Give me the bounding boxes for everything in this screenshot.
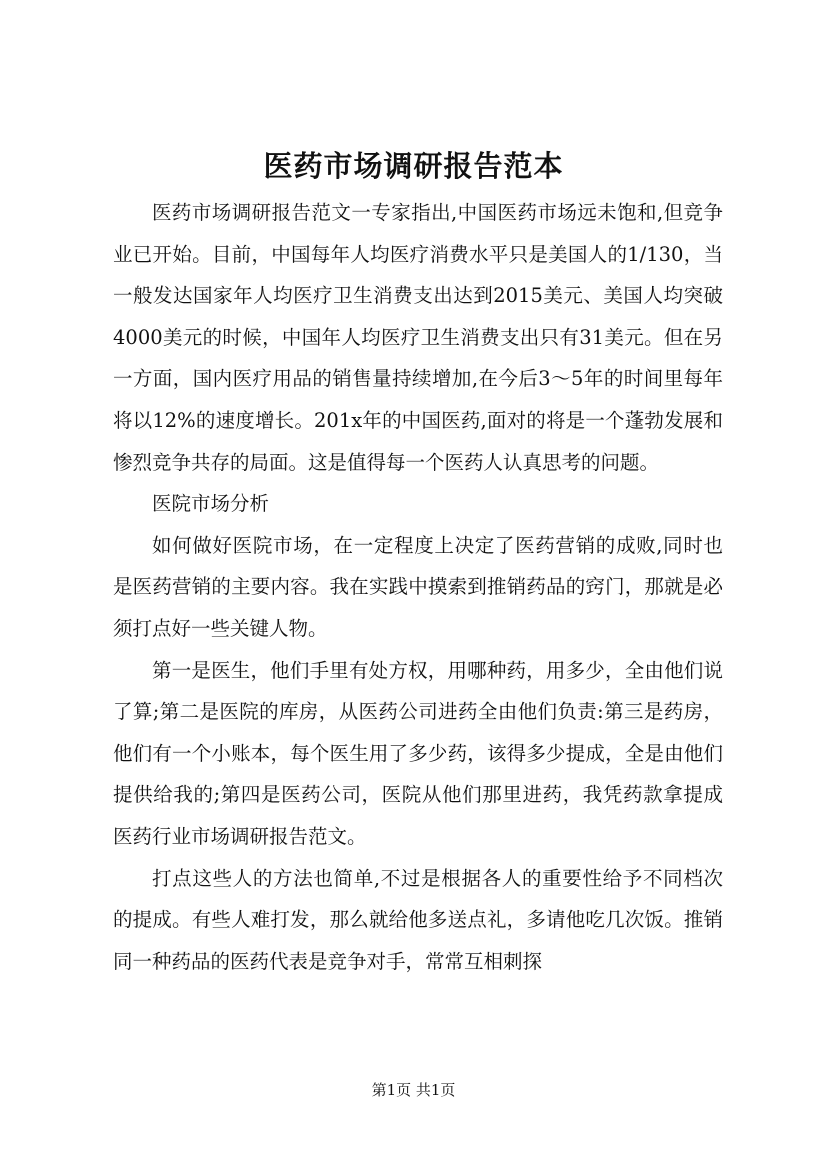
- document-body: [113, 192, 723, 982]
- document-title: 医药市场调研报告范本: [263, 149, 564, 183]
- paragraph-key-people: 第一是医生，他们手里有处方权，用哪种药，用多少，全由他们说了算;第二是医院的库房，从医药公司进药全由他们负责:第三是药房，他们有一个小账本，每个医生用了多少药，该得多少提成，全是由他们提供给我的;第四是医药公司，医院从他们那里进药，我凭药款拿提成医药行业市场调研报告范文。: [113, 658, 723, 848]
- paragraph-methods: 打点这些人的方法也简单,不过是根据各人的重要性给予不同档次的提成。有些人难打发，那么就给他多送点礼，多请他吃几次饭。推销同一种药品的医药代表是竞争对手，常常互相刺探: [113, 866, 723, 973]
- section-heading-hospital-market: 医院市场分析: [152, 492, 270, 516]
- paragraph-intro: 医药市场调研报告范文一专家指出,中国医药市场远未饱和,但竞争业已开始。目前，中国每年人均医疗消费水平只是美国人的1/130，当一般发达国家年人均医疗卫生消费支出达到2015美元、美国人均突破4000美元的时候，中国年人均医疗卫生消费支出只有31美元。但在另一方面，国内医疗用品的销售量持续增加,在今后3～5年的时间里每年将以12%的速度增长。201x年的中国医药,面对的将是一个蓬勃发展和惨烈竞争共存的局面。这是值得每一个医药人认真思考的问题。: [113, 201, 723, 474]
- page-footer: 第1页 共1页: [371, 1081, 456, 1099]
- paragraph-hospital-market: 如何做好医院市场，在一定程度上决定了医药营销的成败,同时也是医药营销的主要内容。我在实践中摸索到推销药品的窍门，那就是必须打点好一些关键人物。: [113, 533, 723, 640]
